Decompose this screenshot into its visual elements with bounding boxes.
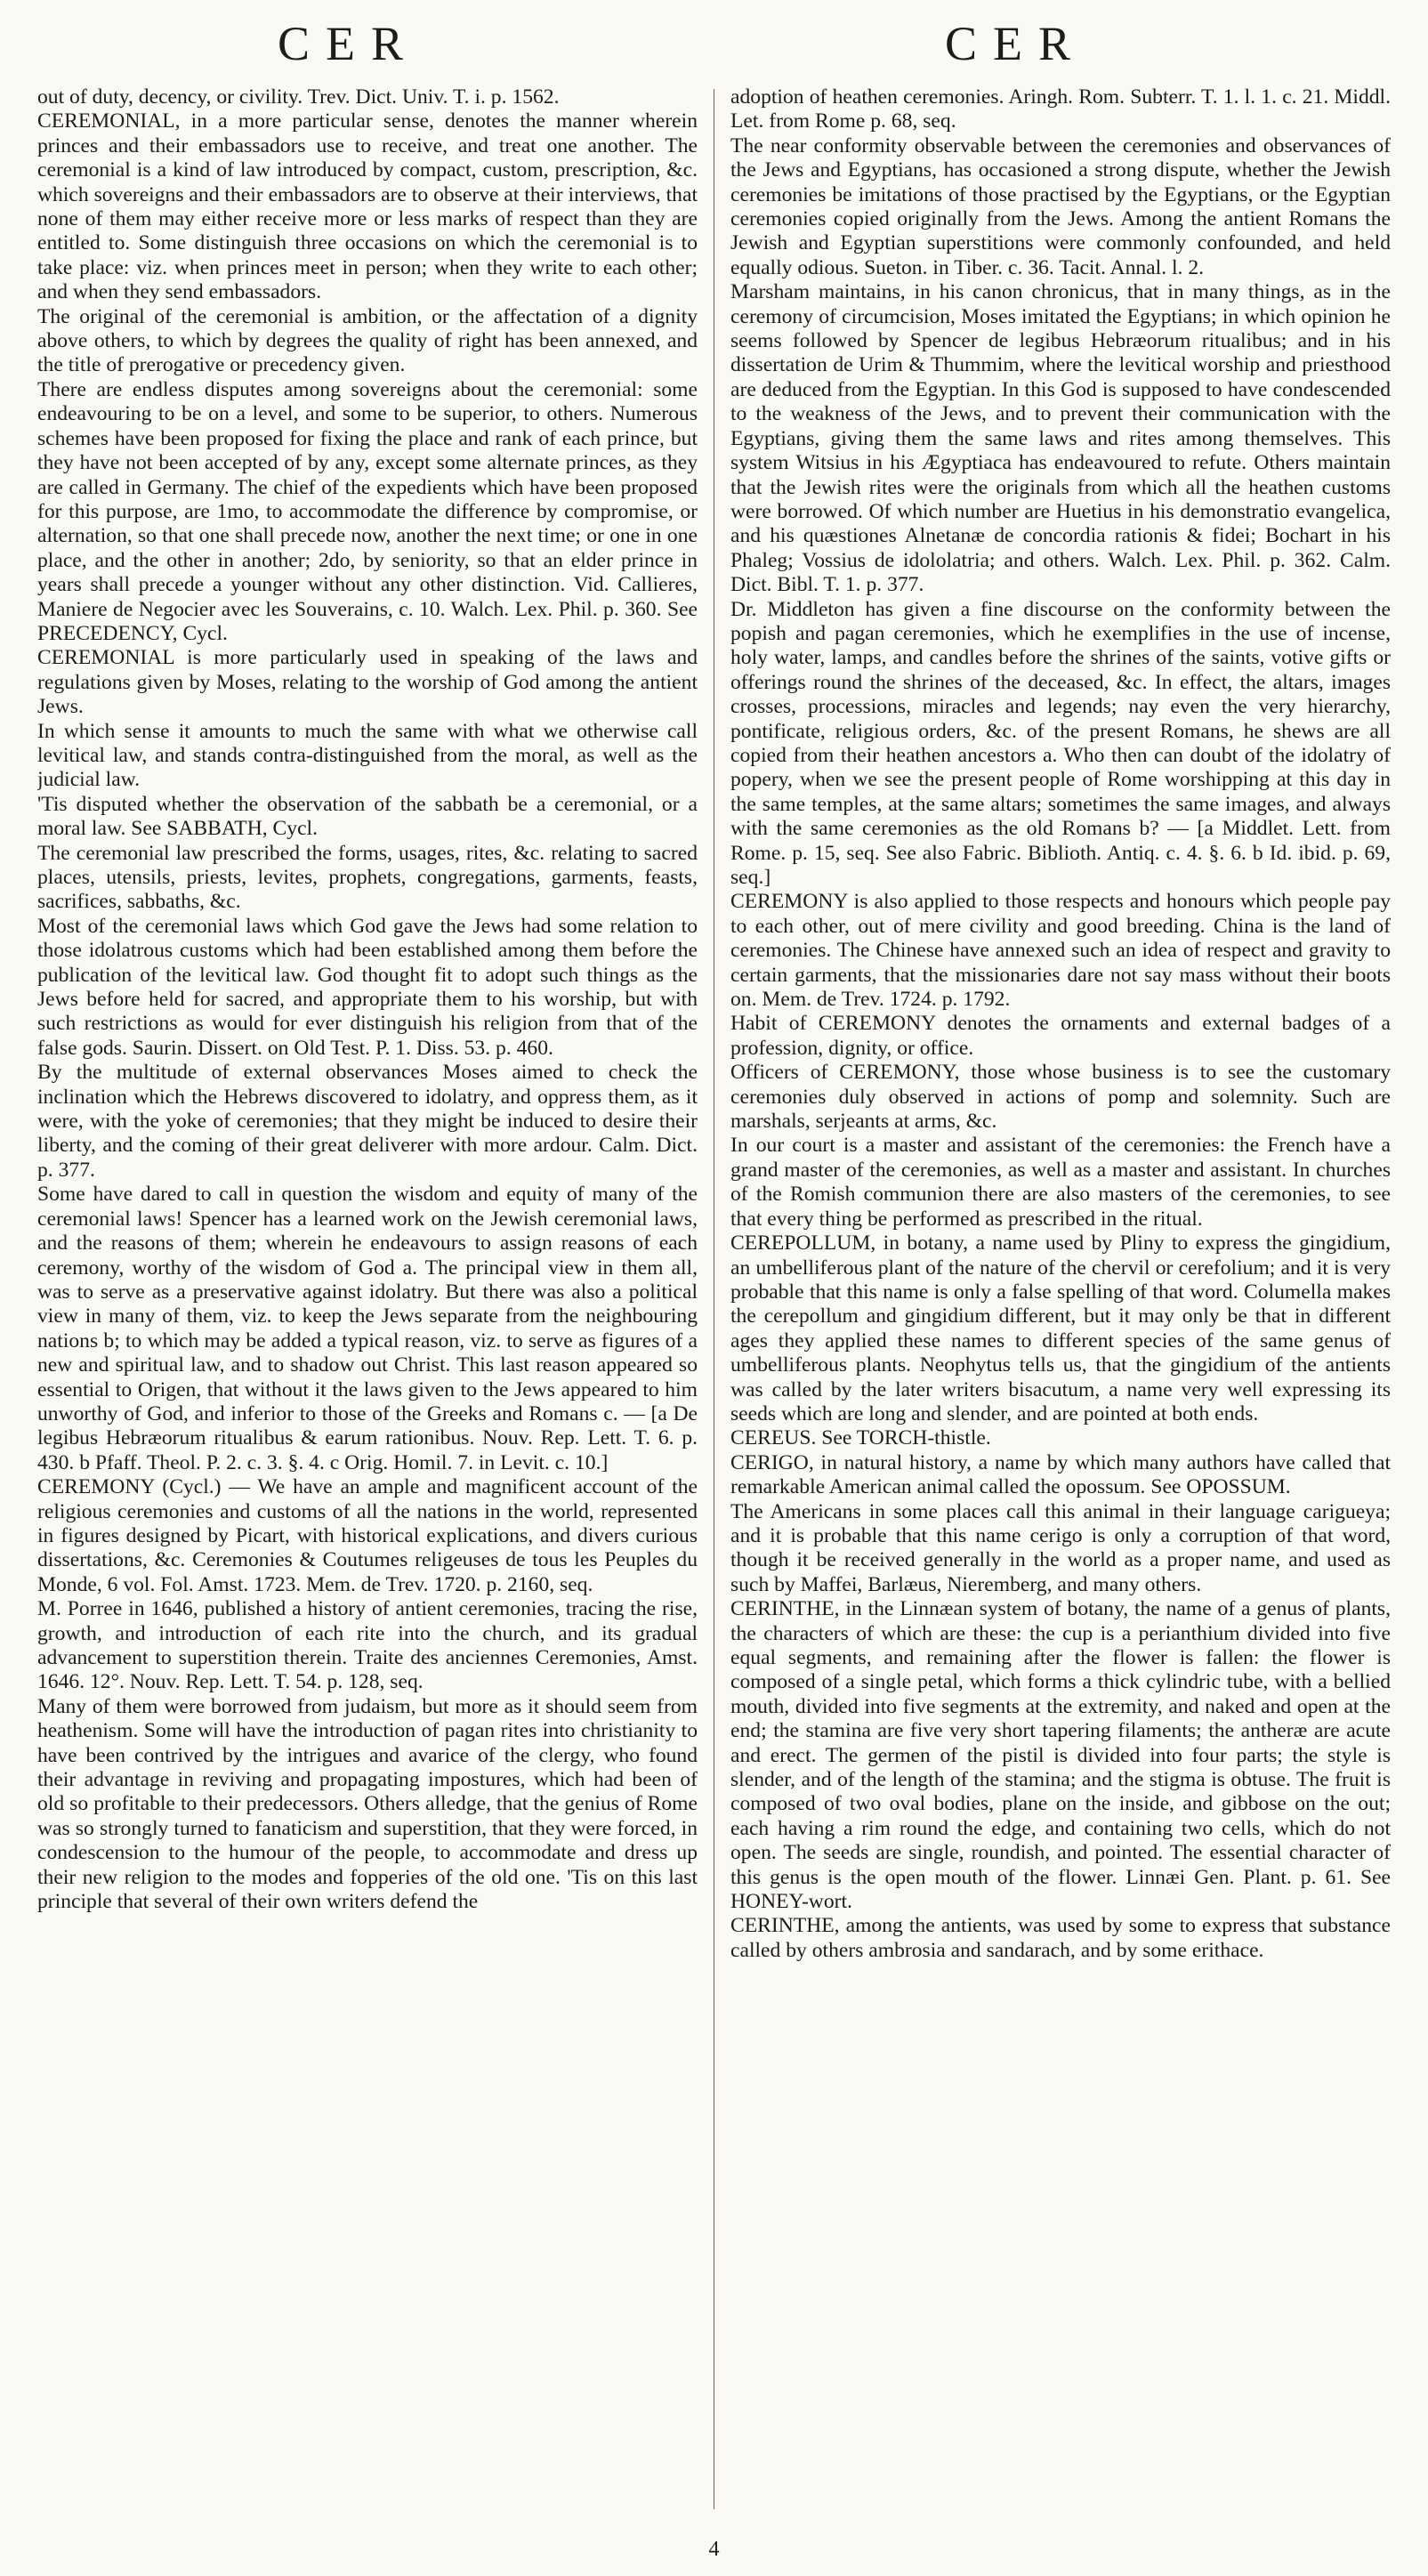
left-column xyxy=(37,85,714,2524)
paragraph: The Americans in some places call this animal in their language carigueya; and it is probable that this name cerigo is only a corruption of that word, though it be received generally in the world as a proper name, and used as such by Maffei, Barlæus, Nieremberg, and many others. xyxy=(730,1499,1392,1596)
paragraph: Most of the ceremonial laws which God gave the Jews had some relation to those idolatrous customs which had been established among them before the publication of the levitical law. God thought fit to adopt such things as the Jews before held for sacred, and appropriate them to his worship, but with such restrictions as would for ever distinguish his religion from that of the false gods. Saurin. Dissert. on Old Test. P. 1. Diss. 53. p. 460. xyxy=(37,914,698,1060)
paragraph: CEREMONIAL is more particularly used in speaking of the laws and regulations given by Moses, relating to the worship of God among the antient Jews. xyxy=(37,646,698,719)
paragraph: 'Tis disputed whether the observation of the sabbath be a ceremonial, or a moral law. See SABBATH, Cycl. xyxy=(37,792,698,841)
paragraph: The original of the ceremonial is ambition, or the affectation of a dignity above others, to which by degrees the quality of right has been annexed, and the title of prerogative or precedency given. xyxy=(37,304,698,377)
paragraph: In our court is a master and assistant of the ceremonies: the French have a grand master of the ceremonies, as well as a master and assistant. In churches of the Romish communion there are also masters of the ceremonies, to see that every thing be performed as prescribed in the ritual. xyxy=(730,1134,1392,1231)
paragraph: CEREPOLLUM, in botany, a name used by Pliny to express the gingidium, an umbelliferous plant of the nature of the chervil or cerefolium; and it is very probable that this name is only a false spelling of that word. Columella makes the cerepollum and gingidium different, but it may only be that in different ages they applied these names to different species of the same genus of umbelliferous plants. Neophytus tells us, that the gingidium of the antients was called by the later writers bisacutum, a name very well expressing its seeds which are long and slender, and are pointed at both ends. xyxy=(730,1231,1392,1425)
text-columns xyxy=(37,85,1391,2524)
paragraph: CEREMONY is also applied to those respects and honours which people pay to each other, out of mere civility and good breeding. China is the land of ceremonies. The Chinese have annexed such an idea of respect and gravity to certain garments, that the missionaries dare not say mass without their boots on. Mem. de Trev. 1724. p. 1792. xyxy=(730,890,1392,1012)
paragraph: out of duty, decency, or civility. Trev. Dict. Univ. T. i. p. 1562. xyxy=(37,85,560,109)
paragraph: Dr. Middleton has given a fine discourse on the conformity between the popish and pagan ceremonies, which he exemplifies in the use of incense, holy water, lamps, and candles before the shrines of the saints, votive gifts or offerings round the shrines of the deceased, &c. In effect, the altars, images crosses, processions, miracles and legends; nay even the very hierarchy, pontificate, religious orders, &c. of the present Romans, he shews are all copied from their heathen ancestors a. Who then can doubt of the idolatry of popery, when we see the present people of Rome worshipping at this day in the same temples, at the same altars; sometimes the same images, and always with the same ceremonies as the old Romans b? — [a Middlet. Lett. from Rome. p. 15, seq. See also Fabric. Biblioth. Antiq. c. 4. §. 6. b Id. ibid. p. 69, seq.] xyxy=(730,597,1392,889)
paragraph: In which sense it amounts to much the same with what we otherwise call levitical law, and stands contra-distinguished from the moral, as well as the judicial law. xyxy=(37,719,698,792)
paragraph: There are endless disputes among sovereigns about the ceremonial: some endeavouring to be on a level, and some to be superior, to others. Numerous schemes have been proposed for fixing the place and rank of each prince, but they have not been accepted of by any, except some alternate princes, as they are called in Germany. The chief of the expedients which have been proposed for this purpose, are 1mo, to accommodate the difference by compromise, or alternation, so that one shall precede now, another the next time; or one in one place, and the other in another; 2do, by seniority, so that an elder prince in years shall precede a younger without any other distinction. Vid. Callieres, Maniere de Negocier avec les Souverains, c. 10. Walch. Lex. Phil. p. 360. See PRECEDENCY, Cycl. xyxy=(37,377,698,645)
paragraph: Officers of CEREMONY, those whose business is to see the customary ceremonies duly observed in actions of pomp and solemnity. Such are marshals, serjeants at arms, &c. xyxy=(730,1061,1392,1134)
paragraph: Many of them were borrowed from judaism, but more as it should seem from heathenism. Some will have the introduction of pagan rites into christianity to have been contrived by the intrigues and avarice of the clergy, who found their advantage in reviving and propagating impostures, which had been of old so profitable to their predecessors. Others alledge, that the genius of Rome was so strongly turned to fanaticism and superstition, that they were forced, in condescension to the humour of the people, to accommodate and dress up their new religion to the modes and fopperies of the old one. 'Tis on this last principle that several of their own writers defend the xyxy=(37,1694,698,1914)
right-column xyxy=(714,85,1391,2524)
paragraph: M. Porree in 1646, published a history of antient ceremonies, tracing the rise, growth, and introduction of each rite into the church, and its gradual advancement to superstition therein. Traite des anciennes Ceremonies, Amst. 1646. 12°. Nouv. Rep. Lett. T. 54. p. 128, seq. xyxy=(37,1597,698,1694)
paragraph: By the multitude of external observances Moses aimed to check the inclination which the Hebrews discovered to idolatry, and oppress them, as it were, with the yoke of ceremonies; that they might be induced to desire their liberty, and the coming of their great deliverer with more ardour. Calm. Dict. p. 377. xyxy=(37,1061,698,1182)
paragraph: The ceremonial law prescribed the forms, usages, rites, &c. relating to sacred places, utensils, priests, levites, prophets, congregations, garments, feasts, sacrifices, sabbaths, &c. xyxy=(37,841,698,914)
paragraph: Habit of CEREMONY denotes the ornaments and external badges of a profession, dignity, or office. xyxy=(730,1012,1392,1060)
paragraph: CERIGO, in natural history, a name by which many authors have called that remarkable American animal called the opossum. See OPOSSUM. xyxy=(730,1450,1392,1499)
paragraph: CERINTHE, in the Linnæan system of botany, the name of a genus of plants, the characters of which are these: the cup is a perianthium divided into five equal segments, and remaining after the flower is fallen: the flower is composed of a single petal, which forms a thick cylindric tube, with a bellied mouth, divided into five segments at the extremity, and naked and open at the end; the stamina are five very short tapering filaments; the antheræ are acute and erect. The germen of the pistil is divided into four parts; the style is slender, and of the length of the stamina; and the stigma is obtuse. The fruit is composed of two oval bodies, plane on the inside, and gibbose on the out; each having a rim round the edge, and containing two cells, which do not open. The seeds are single, roundish, and pointed. The essential character of this genus is the open mouth of the flower. Linnæi Gen. Plant. p. 61. See HONEY-wort. xyxy=(730,1597,1392,1914)
left-headword: CER xyxy=(278,17,420,70)
right-headword: CER xyxy=(945,17,1087,70)
paragraph: Some have dared to call in question the wisdom and equity of many of the ceremonial laws! Spencer has a learned work on the Jewish ceremonial laws, and the reasons of them; wherein he endeavours to assign reasons of each ceremony, worthy of the wisdom of God a. The principal view in them all, was to serve as a preservative against idolatry. But there was also a political view in many of them, viz. to keep the Jews separate from the neighbouring nations b; to which may be added a typical reason, viz. to serve as figures of a new and spiritual law, and to shadow out Christ. This last reason appeared so essential to Origen, that without it the laws given to the Jews appeared to him unworthy of God, and inferior to those of the Greeks and Romans c. — [a De legibus Hebræorum ritualibus & earum rationibus. Nouv. Rep. Lett. T. 6. p. 430. b Pfaff. Theol. P. 2. c. 3. §. 4. c Orig. Homil. 7. in Levit. c. 10.] xyxy=(37,1183,698,1474)
page-number: 4 xyxy=(708,2538,720,2561)
paragraph: CEREMONY (Cycl.) — We have an ample and magnificent account of the religious ceremonies and customs of all the nations in the world, represented in figures designed by Picart, with historical explications, and divers curious dissertations, &c. Ceremonies & Coutumes religeuses de tous les Peuples du Monde, 6 vol. Fol. Amst. 1723. Mem. de Trev. 1720. p. 2160, seq. xyxy=(37,1475,698,1596)
running-header xyxy=(37,16,1391,78)
paragraph: CERINTHE, among the antients, was used by some to express that substance called by others ambrosia and sandarach, and by some erithace. xyxy=(730,1914,1392,1962)
paragraph: The near conformity observable between the ceremonies and observances of the Jews and Egyptians, has occasioned a strong dispute, whether the Jewish ceremonies be imitations of those practised by the Egyptians, or the Egyptian ceremonies copied originally from the Jews. Among the antient Romans the Jewish and Egyptian superstitions were commonly confounded, and held equally odious. Sueton. in Tiber. c. 36. Tacit. Annal. l. 2. xyxy=(730,133,1392,279)
paragraph: CEREMONIAL, in a more particular sense, denotes the manner wherein princes and their embassadors use to receive, and treat one another. The ceremonial is a kind of law introduced by compact, custom, prescription, &c. which sovereigns and their embassadors are to observe at their interviews, that none of them may either receive more or less marks of respect than they are entitled to. Some distinguish three occasions on which the ceremonial is to take place: viz. when princes meet in person; when they write to each other; and when they send embassadors. xyxy=(37,109,698,304)
paragraph: CEREUS. See TORCH-thistle. xyxy=(730,1426,991,1450)
paragraph: adoption of heathen ceremonies. Aringh. Rom. Subterr. T. 1. l. 1. c. 21. Middl. Let. from Rome p. 68, seq. xyxy=(730,85,1392,133)
paragraph: Marsham maintains, in his canon chronicus, that in many things, as in the ceremony of circumcision, Moses imitated the Egyptians; in which opinion he seems followed by Spencer de legibus Hebræorum ritualibus; and in his dissertation de Urim & Thummim, where the levitical worship and priesthood are deduced from the Egyptian. In this God is supposed to have condescended to the weakness of the Jews, and to prevent their communication with the Egyptians, giving them the same laws and rites among themselves. This system Witsius in his Ægyptiaca has endeavoured to refute. Others maintain that the Jewish rites were the originals from which all the heathen customs were borrowed. Of which number are Huetius in his demonstratio evangelica, and his quæstiones Alnetanæ de concordia rationis & fidei; Bochart in his Phaleg; Vossius de idololatria; and others. Walch. Lex. Phil. p. 362. Calm. Dict. Bibl. T. 1. p. 377. xyxy=(730,280,1392,597)
